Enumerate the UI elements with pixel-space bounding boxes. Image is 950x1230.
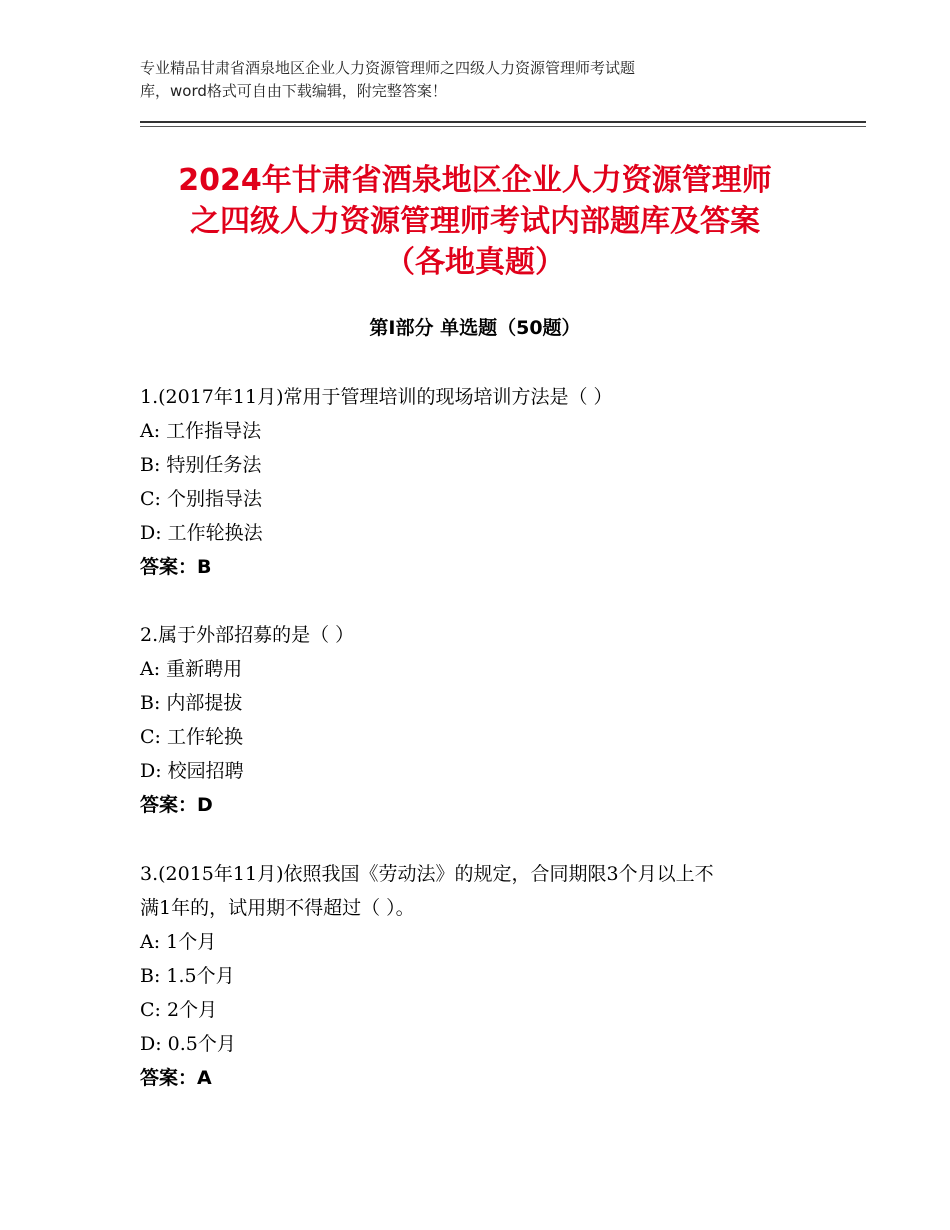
answer: 答案：A — [140, 1067, 212, 1089]
header-note-line-1: 专业精品甘肃省酒泉地区企业人力资源管理师之四级人力资源管理师考试题 — [140, 59, 636, 77]
title-line-1: 2024年甘肃省酒泉地区企业人力资源管理师 — [178, 163, 772, 198]
header-note-line-2: 库，word格式可自由下载编辑，附完整答案！ — [140, 82, 447, 100]
question-stem: 2.属于外部招募的是（ ） — [140, 624, 355, 646]
option-b: B: 特别任务法 — [140, 454, 262, 476]
question-stem-line-1: 3.(2015年11月)依照我国《劳动法》的规定，合同期限3个月以上不 — [140, 863, 714, 885]
answer: 答案：D — [140, 794, 213, 816]
question-stem-line-2: 满1年的，试用期不得超过（ ）。 — [140, 897, 415, 919]
question-stem: 1.(2017年11月)常用于管理培训的现场培训方法是（ ） — [140, 386, 613, 408]
option-a: A: 1个月 — [140, 931, 217, 953]
question-2 — [140, 618, 810, 822]
document-title — [120, 160, 830, 283]
option-c: C: 个别指导法 — [140, 488, 262, 510]
option-d: D: 0.5个月 — [140, 1033, 236, 1055]
option-b: B: 内部提拔 — [140, 692, 243, 714]
section-heading: 第Ⅰ部分 单选题（50题） — [369, 317, 581, 339]
header-divider-thick — [140, 121, 866, 123]
header-note — [140, 57, 780, 103]
question-1 — [140, 380, 810, 584]
title-line-2: 之四级人力资源管理师考试内部题库及答案 — [190, 204, 760, 239]
header-divider-thin — [140, 126, 866, 127]
question-3 — [140, 857, 810, 1095]
option-b: B: 1.5个月 — [140, 965, 235, 987]
option-c: C: 2个月 — [140, 999, 218, 1021]
option-d: D: 工作轮换法 — [140, 522, 263, 544]
option-a: A: 工作指导法 — [140, 420, 262, 442]
option-d: D: 校园招聘 — [140, 760, 244, 782]
option-a: A: 重新聘用 — [140, 658, 243, 680]
option-c: C: 工作轮换 — [140, 726, 243, 748]
answer: 答案：B — [140, 556, 212, 578]
title-line-3: （各地真题） — [385, 245, 565, 280]
